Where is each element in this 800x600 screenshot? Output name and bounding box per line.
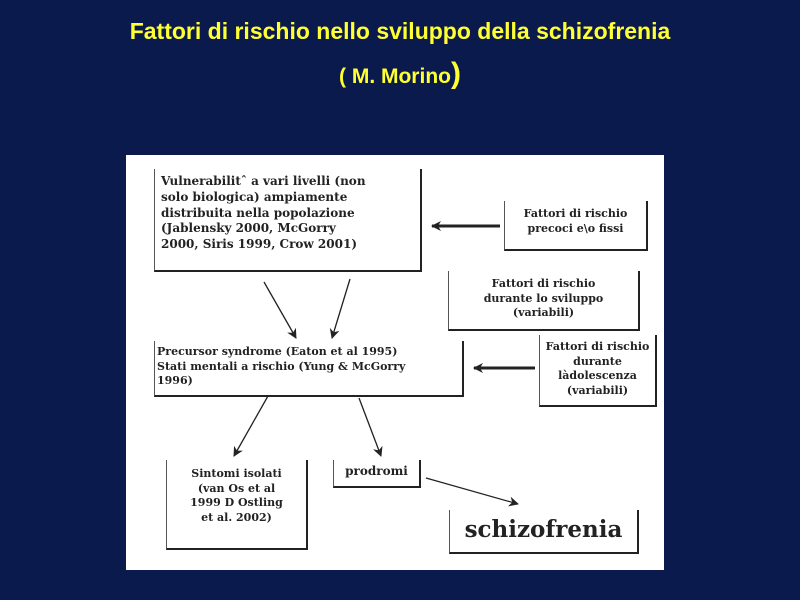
development-risk-line: durante lo sviluppo [483, 291, 604, 305]
author-line [0, 57, 800, 91]
vulnerability-line: distribuita nella popolazione [161, 205, 355, 220]
adolescence-risk-line: durante [573, 354, 622, 368]
precursor-line: 1996) [157, 374, 193, 388]
isolated-symptoms-line: Sintomi isolati [191, 467, 282, 480]
early-risk-line: precoci e\o fissi [527, 221, 624, 235]
author-text: ( M. Morino [339, 65, 451, 88]
slide-title [0, 18, 800, 91]
arrow-vulnerability-to-precursor-left [264, 282, 296, 338]
isolated-symptoms-line: (van Os et al [197, 481, 276, 495]
development-risk-line: (variabili) [512, 306, 575, 320]
prodromes-label: prodromi [345, 464, 408, 478]
vulnerability-line: 2000, Siris 1999, Crow 2001) [161, 237, 358, 252]
arrow-vulnerability-to-precursor-right [332, 279, 350, 338]
adolescence-risk-line: (variabili) [566, 383, 629, 397]
diagram-panel [126, 155, 664, 570]
diagram-arrows [126, 155, 664, 570]
vulnerability-line: (Jablensky 2000, McGorry [161, 221, 336, 236]
title-line: Fattori di rischio nello sviluppo della schizofrenia [129, 18, 671, 44]
isolated-symptoms-line: et al. 2002) [201, 510, 272, 524]
adolescence-risk-line: Fattori di rischio [545, 340, 650, 353]
isolated-symptoms-line: 1999 D Ostling [190, 496, 283, 510]
arrow-precursor-to-prodromes [359, 398, 381, 456]
vulnerability-line: solo biologica) ampiamente [161, 189, 348, 204]
arrow-precursor-to-symptoms [234, 396, 268, 456]
precursor-line: Stati mentali a rischio (Yung & McGorry [157, 359, 406, 373]
schizophrenia-label: schizofrenia [464, 516, 623, 543]
adolescence-risk-line: làdolescenza [558, 369, 637, 383]
precursor-line: Precursor syndrome (Eaton et al 1995) [157, 345, 398, 358]
development-risk-line: Fattori di rischio [491, 277, 596, 290]
vulnerability-line: Vulnerabilitˆ a vari livelli (non [161, 174, 366, 188]
early-risk-line: Fattori di rischio [523, 207, 628, 220]
author-closing-paren: ) [450, 57, 461, 90]
arrow-prodromes-to-schizophrenia [426, 478, 518, 504]
